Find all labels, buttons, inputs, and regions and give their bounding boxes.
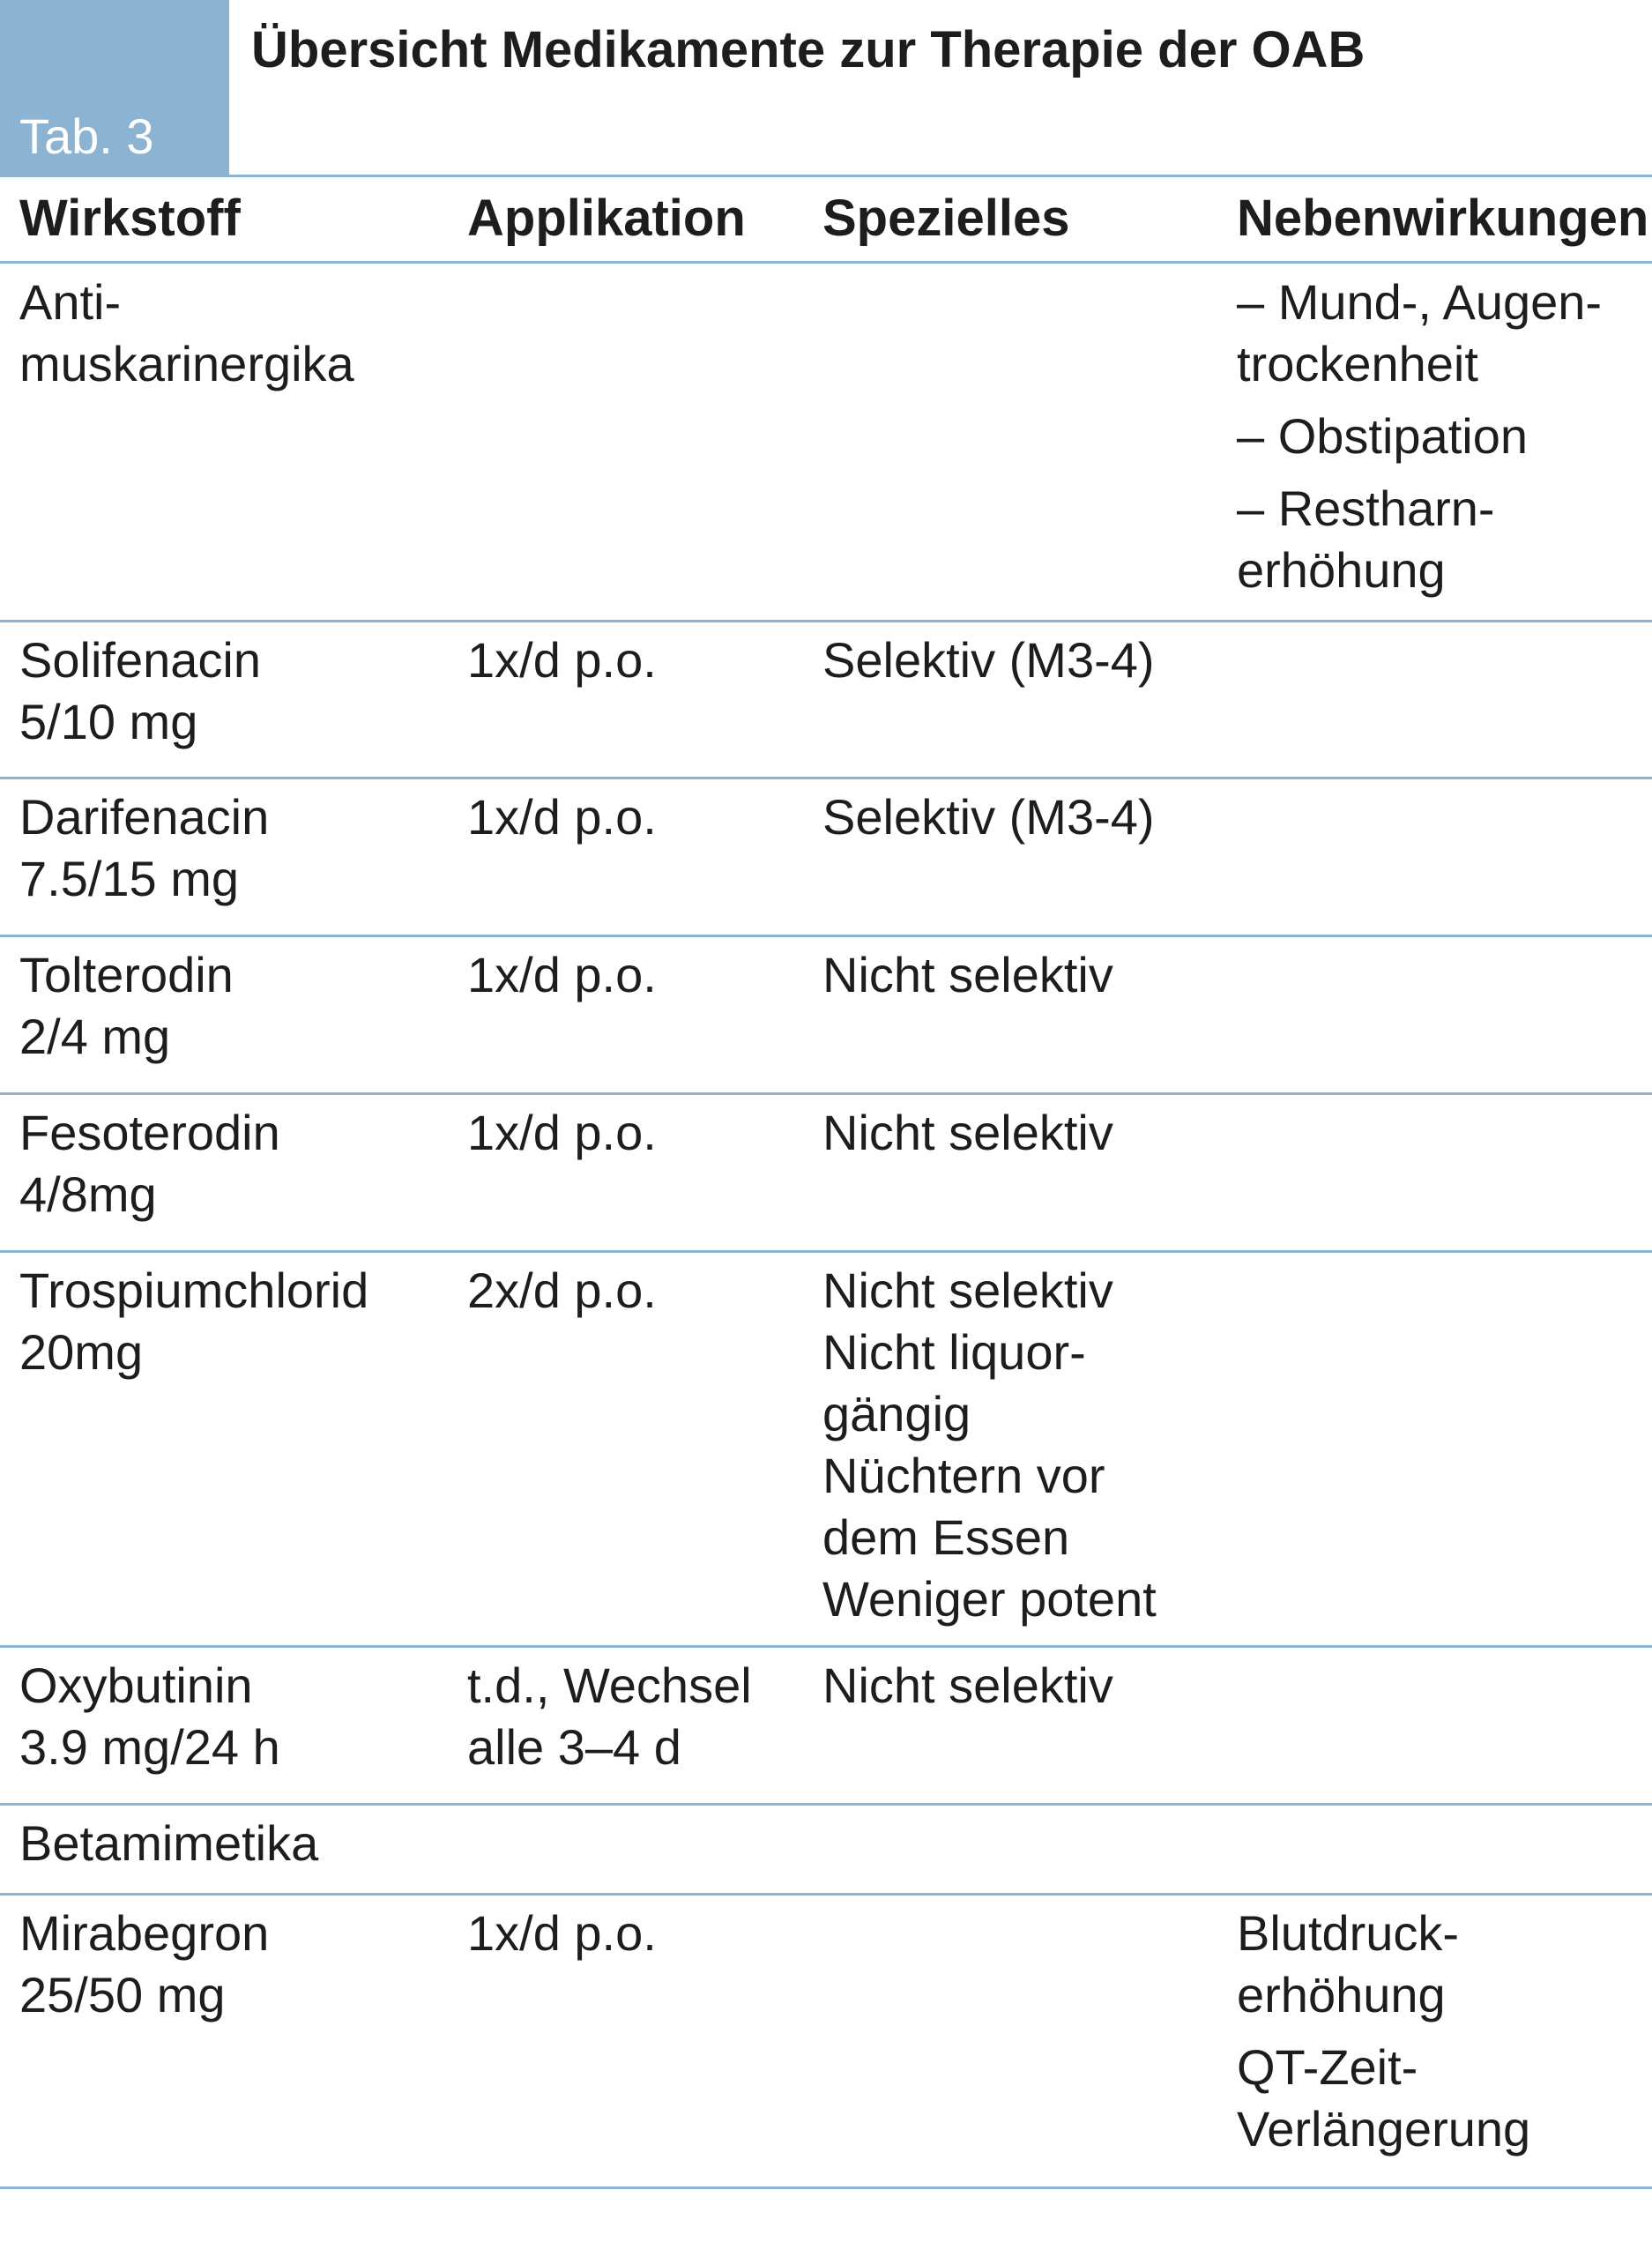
row-2-wirkstoff: Darifenacin 7.5/15 mg xyxy=(19,789,270,906)
row-4-spezielles: Nicht selektiv xyxy=(822,1105,1113,1160)
row-divider xyxy=(0,777,1652,779)
row-0-nebenwirkungen: – Mund-, Augen- trockenheit – Obstipation – Restharn- erhöhung xyxy=(1237,274,1603,598)
row-7-wirkstoff: Betamimetika xyxy=(19,1815,319,1871)
row-3-spezielles: Nicht selektiv xyxy=(822,947,1113,1002)
row-divider xyxy=(0,1250,1652,1253)
row-0-wirkstoff: Anti- muskarinergika xyxy=(19,274,354,391)
tab-label: Tab. 3 xyxy=(19,108,154,164)
row-3-applikation: 1x/d p.o. xyxy=(467,947,657,1002)
row-divider xyxy=(0,1645,1652,1648)
row-divider xyxy=(0,935,1652,937)
row-1-wirkstoff: Solifenacin 5/10 mg xyxy=(19,632,261,749)
row-divider xyxy=(0,1803,1652,1806)
row-1-applikation: 1x/d p.o. xyxy=(467,632,657,688)
row-divider xyxy=(0,620,1652,622)
column-header-nebenwirkungen: Nebenwirkungen xyxy=(1237,190,1649,247)
row-4-applikation: 1x/d p.o. xyxy=(467,1105,657,1160)
row-6-spezielles: Nicht selektiv xyxy=(822,1657,1113,1713)
row-2-spezielles: Selektiv (M3-4) xyxy=(822,789,1155,845)
row-6-applikation: t.d., Wechsel alle 3–4 d xyxy=(467,1657,752,1775)
row-8-wirkstoff: Mirabegron 25/50 mg xyxy=(19,1905,270,2022)
row-8-applikation: 1x/d p.o. xyxy=(467,1905,657,1961)
table-bottom-border xyxy=(0,2186,1652,2189)
table-header xyxy=(0,0,1652,176)
row-5-spezielles: Nicht selektiv Nicht liquor- gängig Nüchtern vor dem Essen Weniger potent xyxy=(822,1263,1157,1627)
row-6-wirkstoff: Oxybutinin 3.9 mg/24 h xyxy=(19,1657,280,1775)
row-3-wirkstoff: Tolterodin 2/4 mg xyxy=(19,947,234,1064)
row-5-applikation: 2x/d p.o. xyxy=(467,1263,657,1318)
header-divider xyxy=(0,175,1652,177)
row-divider xyxy=(0,1092,1652,1095)
column-header-divider xyxy=(0,261,1652,264)
tab-label-box xyxy=(0,0,229,176)
column-header-applikation: Applikation xyxy=(467,190,746,247)
row-1-spezielles: Selektiv (M3-4) xyxy=(822,632,1155,688)
row-2-applikation: 1x/d p.o. xyxy=(467,789,657,845)
row-8-nebenwirkungen: Blutdruck- erhöhung QT-Zeit- Verlängerung xyxy=(1237,1905,1531,2156)
row-4-wirkstoff: Fesoterodin 4/8mg xyxy=(19,1105,280,1222)
column-header-wirkstoff: Wirkstoff xyxy=(19,190,241,247)
column-header-spezielles: Spezielles xyxy=(822,190,1070,247)
table-title: Übersicht Medikamente zur Therapie der OAB xyxy=(251,21,1366,78)
row-5-wirkstoff: Trospiumchlorid 20mg xyxy=(19,1263,369,1380)
row-divider xyxy=(0,1893,1652,1896)
